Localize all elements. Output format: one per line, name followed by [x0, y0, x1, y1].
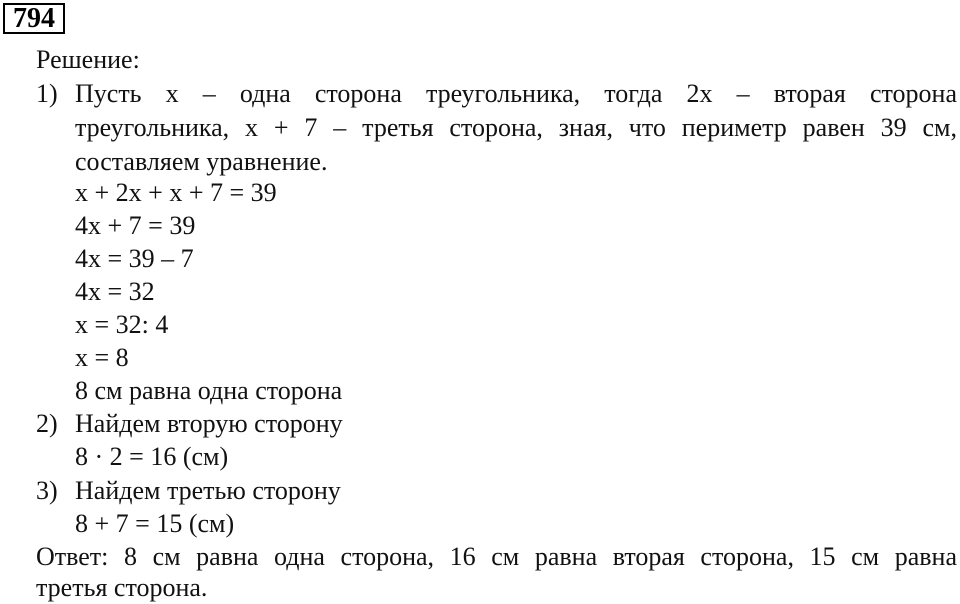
equation-6: x = 8 [75, 343, 129, 372]
step1-conclusion: 8 см равна одна сторона [75, 376, 343, 405]
equation-5: x = 32: 4 [75, 310, 169, 339]
step1-text-line3: составляем уравнение. [75, 147, 328, 176]
step3-number: 3) [36, 476, 58, 505]
equation-3: 4x = 39 – 7 [75, 244, 194, 273]
step2-calculation: 8 · 2 = 16 (см) [75, 442, 229, 471]
task-number-box: 794 [3, 3, 65, 34]
solution-heading: Решение: [36, 45, 140, 74]
equation-4: 4x = 32 [75, 277, 155, 306]
answer-line1: Ответ: 8 см равна одна сторона, 16 см равна вторая сторона, 15 см равна [36, 542, 957, 571]
step3-calculation: 8 + 7 = 15 (см) [75, 509, 235, 538]
step1-text-line2: треугольника, x + 7 – третья сторона, зная, что периметр равен 39 см, [75, 113, 957, 142]
step1-text-line1: Пусть x – одна сторона треугольника, тогда 2x – вторая сторона [75, 79, 957, 108]
equation-1: x + 2x + x + 7 = 39 [75, 178, 277, 207]
step3-text: Найдем третью сторону [75, 476, 341, 505]
equation-2: 4x + 7 = 39 [75, 211, 196, 240]
answer-line2: третья сторона. [36, 573, 208, 602]
step2-text: Найдем вторую сторону [75, 409, 343, 438]
step1-number: 1) [36, 79, 58, 108]
step2-number: 2) [36, 409, 58, 438]
